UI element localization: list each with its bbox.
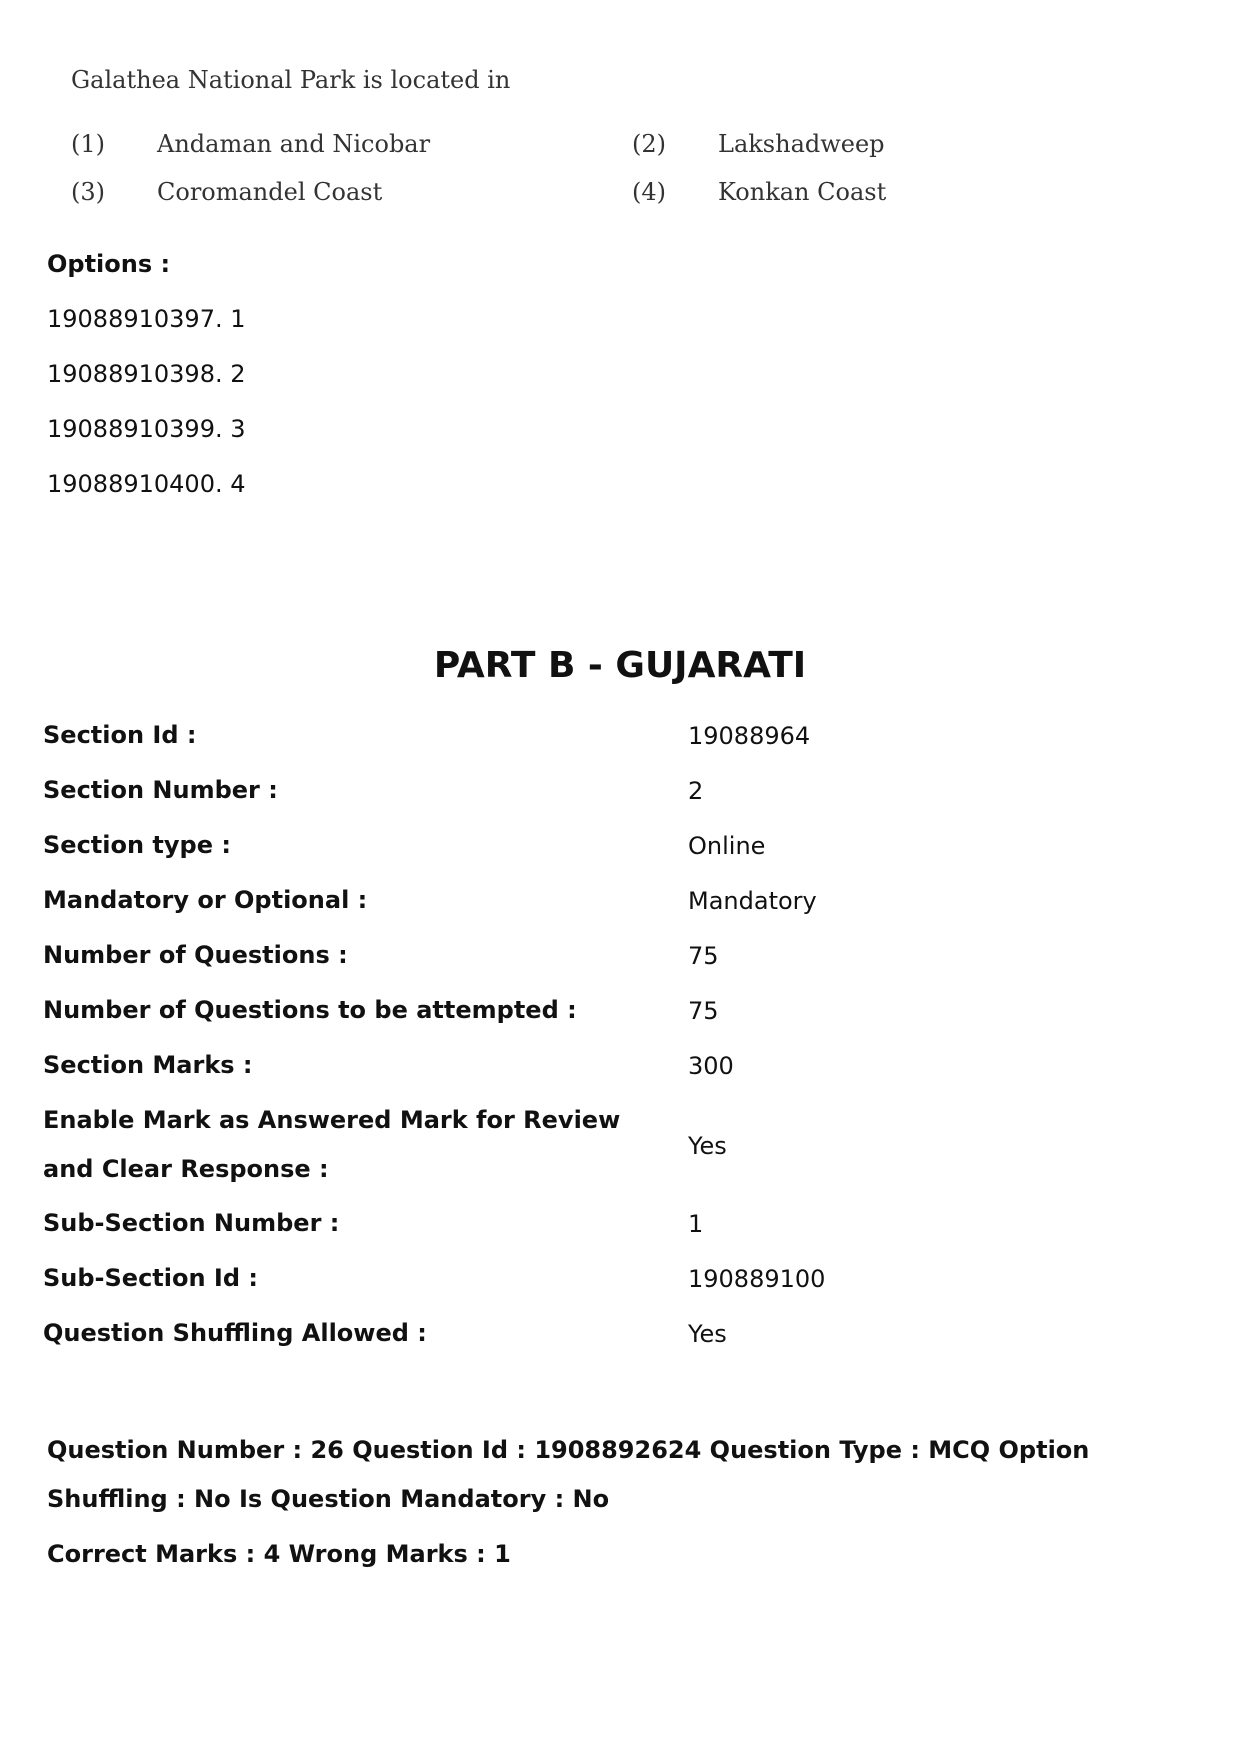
sub-section-number-value: 1 [688, 1210, 704, 1238]
question-choice-4 [632, 178, 886, 206]
section-id-label: Section Id : [43, 721, 197, 749]
question-shuffling-label: Question Shuffling Allowed : [43, 1319, 427, 1347]
sub-section-id-value: 190889100 [688, 1265, 826, 1293]
mandatory-value: Mandatory [688, 887, 817, 915]
enable-mark-label: Enable Mark as Answered Mark for Review and Clear Response : [43, 1106, 621, 1183]
option-line: 19088910397. 1 [47, 305, 246, 333]
options-label: Options : [47, 250, 171, 278]
question-marks: Correct Marks : 4 Wrong Marks : 1 [47, 1540, 511, 1568]
part-title: PART B - GUJARATI [433, 645, 807, 686]
sub-section-id-label: Sub-Section Id : [43, 1264, 258, 1292]
section-marks-value: 300 [688, 1052, 734, 1080]
question-choice-3 [71, 178, 382, 206]
sub-section-number-label: Sub-Section Number : [43, 1209, 340, 1237]
choice-number: (3) [71, 178, 105, 206]
question-shuffling-value: Yes [688, 1320, 727, 1348]
section-type-label: Section type : [43, 831, 231, 859]
choice-number: (2) [632, 130, 666, 158]
choice-text: Konkan Coast [718, 178, 887, 206]
question-choice-1 [71, 130, 430, 158]
questions-to-attempt-value: 75 [688, 997, 719, 1025]
choice-number: (4) [632, 178, 666, 206]
choice-text: Andaman and Nicobar [157, 130, 431, 158]
section-number-value: 2 [688, 777, 704, 805]
mandatory-label: Mandatory or Optional : [43, 886, 368, 914]
number-of-questions-value: 75 [688, 942, 719, 970]
choice-number: (1) [71, 130, 105, 158]
section-type-value: Online [688, 832, 766, 860]
option-line: 19088910399. 3 [47, 415, 246, 443]
enable-mark-value: Yes [688, 1132, 727, 1160]
section-number-label: Section Number : [43, 776, 278, 804]
question-header: Question Number : 26 Question Id : 1908892624 Question Type : MCQ Option Shuffling : No Is Question Mandatory : No [47, 1436, 1090, 1513]
number-of-questions-label: Number of Questions : [43, 941, 348, 969]
section-marks-label: Section Marks : [43, 1051, 253, 1079]
questions-to-attempt-label: Number of Questions to be attempted : [43, 996, 577, 1024]
option-line: 19088910398. 2 [47, 360, 246, 388]
choice-text: Lakshadweep [718, 130, 885, 158]
option-line: 19088910400. 4 [47, 470, 246, 498]
choice-text: Coromandel Coast [157, 178, 383, 206]
question-choice-2 [632, 130, 885, 158]
section-id-value: 19088964 [688, 722, 811, 750]
question-stem: Galathea National Park is located in [71, 66, 511, 94]
